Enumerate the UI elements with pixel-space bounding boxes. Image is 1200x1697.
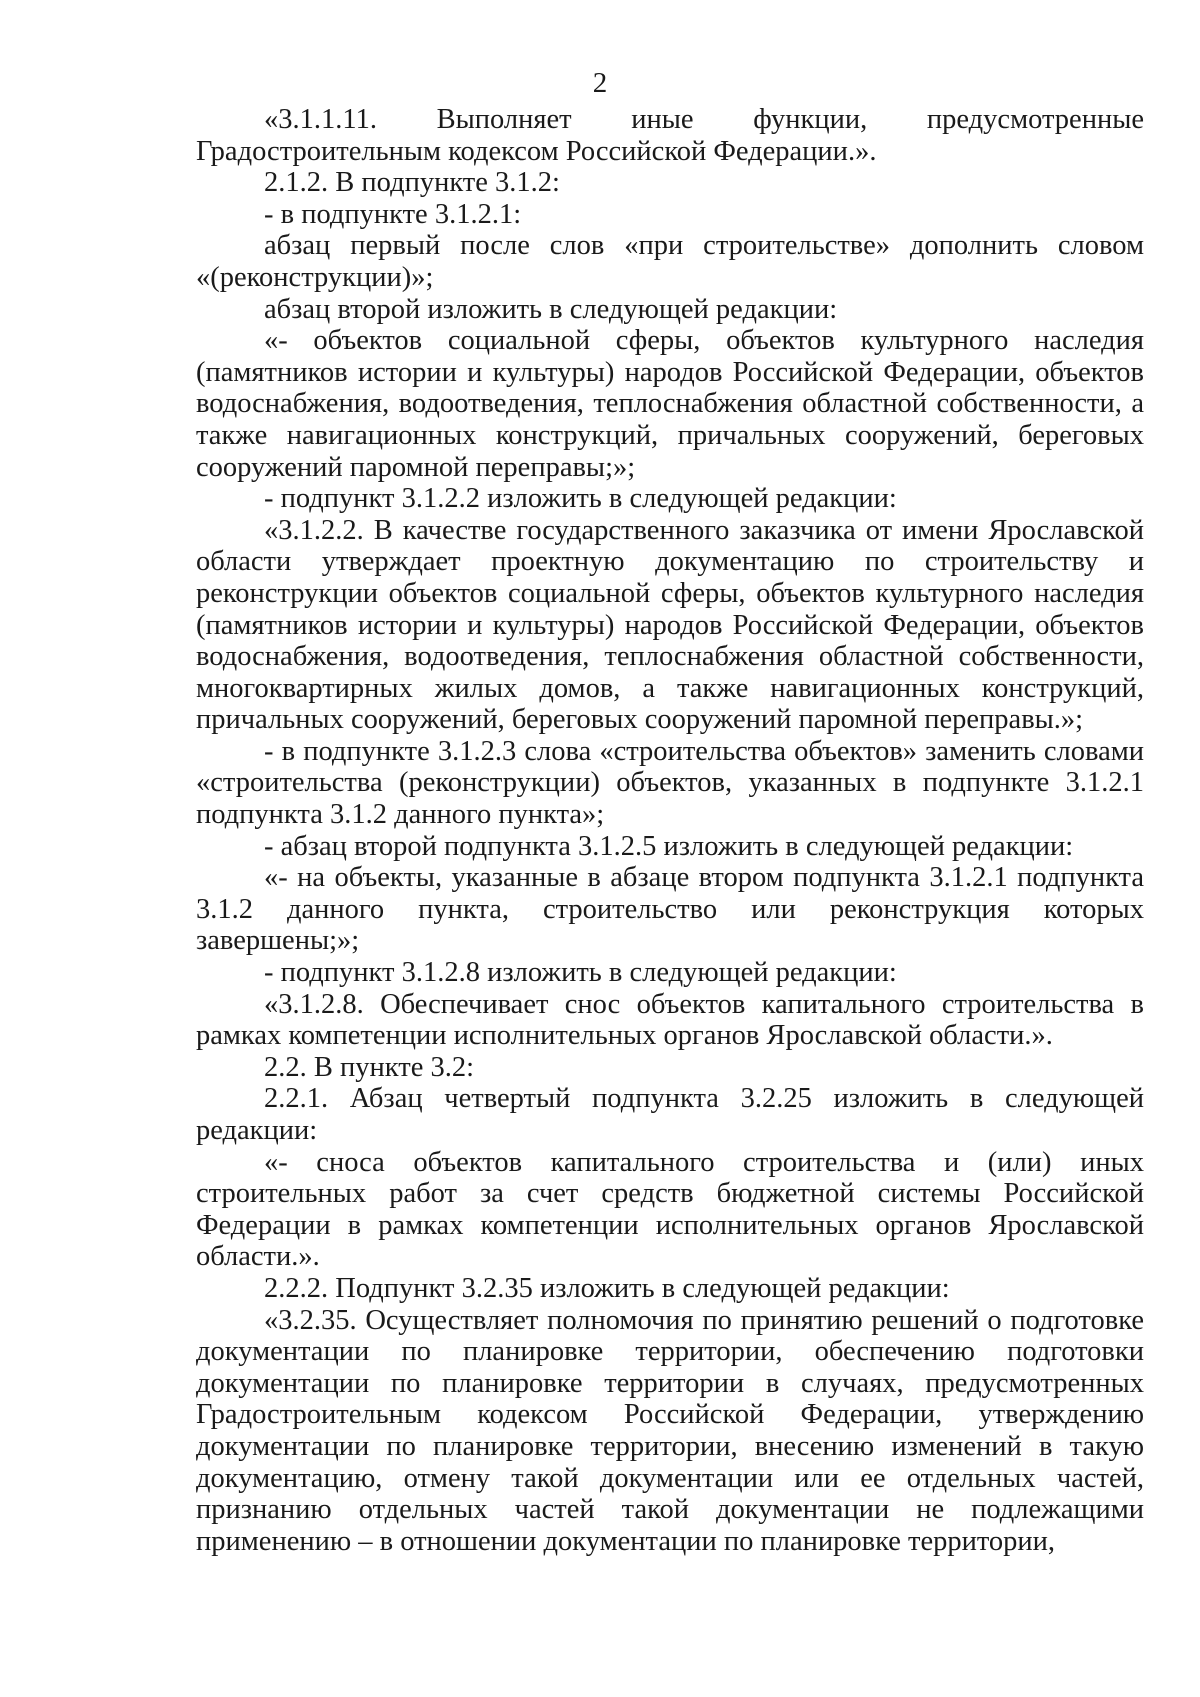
paragraph-quoted-demolition: «- сноса объектов капитального строительства и (или) иных строительных работ за счет средств бюджетной системы Российской Федерации в рамках компетенции исполнительных органов Ярославской области.». [196, 1146, 1144, 1273]
paragraph-quoted-3-1-2-5: «- на объекты, указанные в абзаце втором подпункта 3.1.2.1 подпункта 3.1.2 данного пункта, строительство или реконструкция которых завершены;»; [196, 862, 1144, 957]
document-body [196, 104, 1144, 1557]
paragraph-quoted-3-1-2-8: «3.1.2.8. Обеспечивает снос объектов капитального строительства в рамках компетенции исполнительных органов Ярославской области.». [196, 988, 1144, 1052]
paragraph-second-abzac: абзац второй изложить в следующей редакции: [264, 293, 838, 325]
paragraph-subpoint-3-1-2-5: - абзац второй подпункта 3.1.2.5 изложить в следующей редакции: [264, 830, 1074, 862]
paragraph-2-2-2: 2.2.2. Подпункт 3.2.35 изложить в следующей редакции: [264, 1272, 950, 1304]
paragraph-quoted-3-2-35: «3.2.35. Осуществляет полномочия по принятию решений о подготовке документации по планировке территории, обеспечению подготовки документации по планировке территории в случаях, предусмотренных Градостроительным кодексом Российской Федерации, утверждению документации по планировке территории, внесению изменений в такую документацию, отмену такой документации или ее отдельных частей, признанию отдельных частей такой документации не подлежащими применению – в отношении документации по планировке территории, [196, 1304, 1144, 1557]
paragraph-3-1-1-11: «3.1.1.11. Выполняет иные функции, предусмотренные Градостроительным кодексом Российской Федерации.». [196, 104, 1144, 167]
paragraph-2-2-1: 2.2.1. Абзац четвертый подпункта 3.2.25 изложить в следующей редакции: [196, 1083, 1144, 1146]
paragraph-quoted-objects: «- объектов социальной сферы, объектов культурного наследия (памятников истории и культуры) народов Российской Федерации, объектов водоснабжения, водоотведения, теплоснабжения областной собственности, а также навигационных конструкций, причальных сооружений, береговых сооружений паромной переправы;»; [196, 325, 1144, 483]
paragraph-subpoint-3-1-2-1: - в подпункте 3.1.2.1: [264, 198, 522, 230]
paragraph-2-1-2: 2.1.2. В подпункте 3.1.2: [264, 167, 560, 199]
paragraph-first-abzac: абзац первый после слов «при строительстве» дополнить словом «(реконструкции)»; [196, 230, 1144, 293]
paragraph-subpoint-3-1-2-2: - подпункт 3.1.2.2 изложить в следующей редакции: [264, 483, 897, 515]
paragraph-subpoint-3-1-2-8: - подпункт 3.1.2.8 изложить в следующей редакции: [264, 957, 897, 989]
paragraph-2-2: 2.2. В пункте 3.2: [264, 1051, 475, 1083]
paragraph-subpoint-3-1-2-3: - в подпункте 3.1.2.3 слова «строительства объектов» заменить словами «строительства (реконструкции) объектов, указанных в подпункте 3.1.2.1 подпункта 3.1.2 данного пункта»; [196, 735, 1144, 831]
paragraph-quoted-3-1-2-2: «3.1.2.2. В качестве государственного заказчика от имени Ярославской области утверждает проектную документацию по строительству и реконструкции объектов социальной сферы, объектов культурного наследия (памятников истории и культуры) народов Российской Федерации, объектов водоснабжения, водоотведения, теплоснабжения областной собственности, многоквартирных жилых домов, а также навигационных конструкций, причальных сооружений, береговых сооружений паромной переправы.»; [196, 514, 1144, 736]
page-number: 2 [592, 67, 608, 99]
